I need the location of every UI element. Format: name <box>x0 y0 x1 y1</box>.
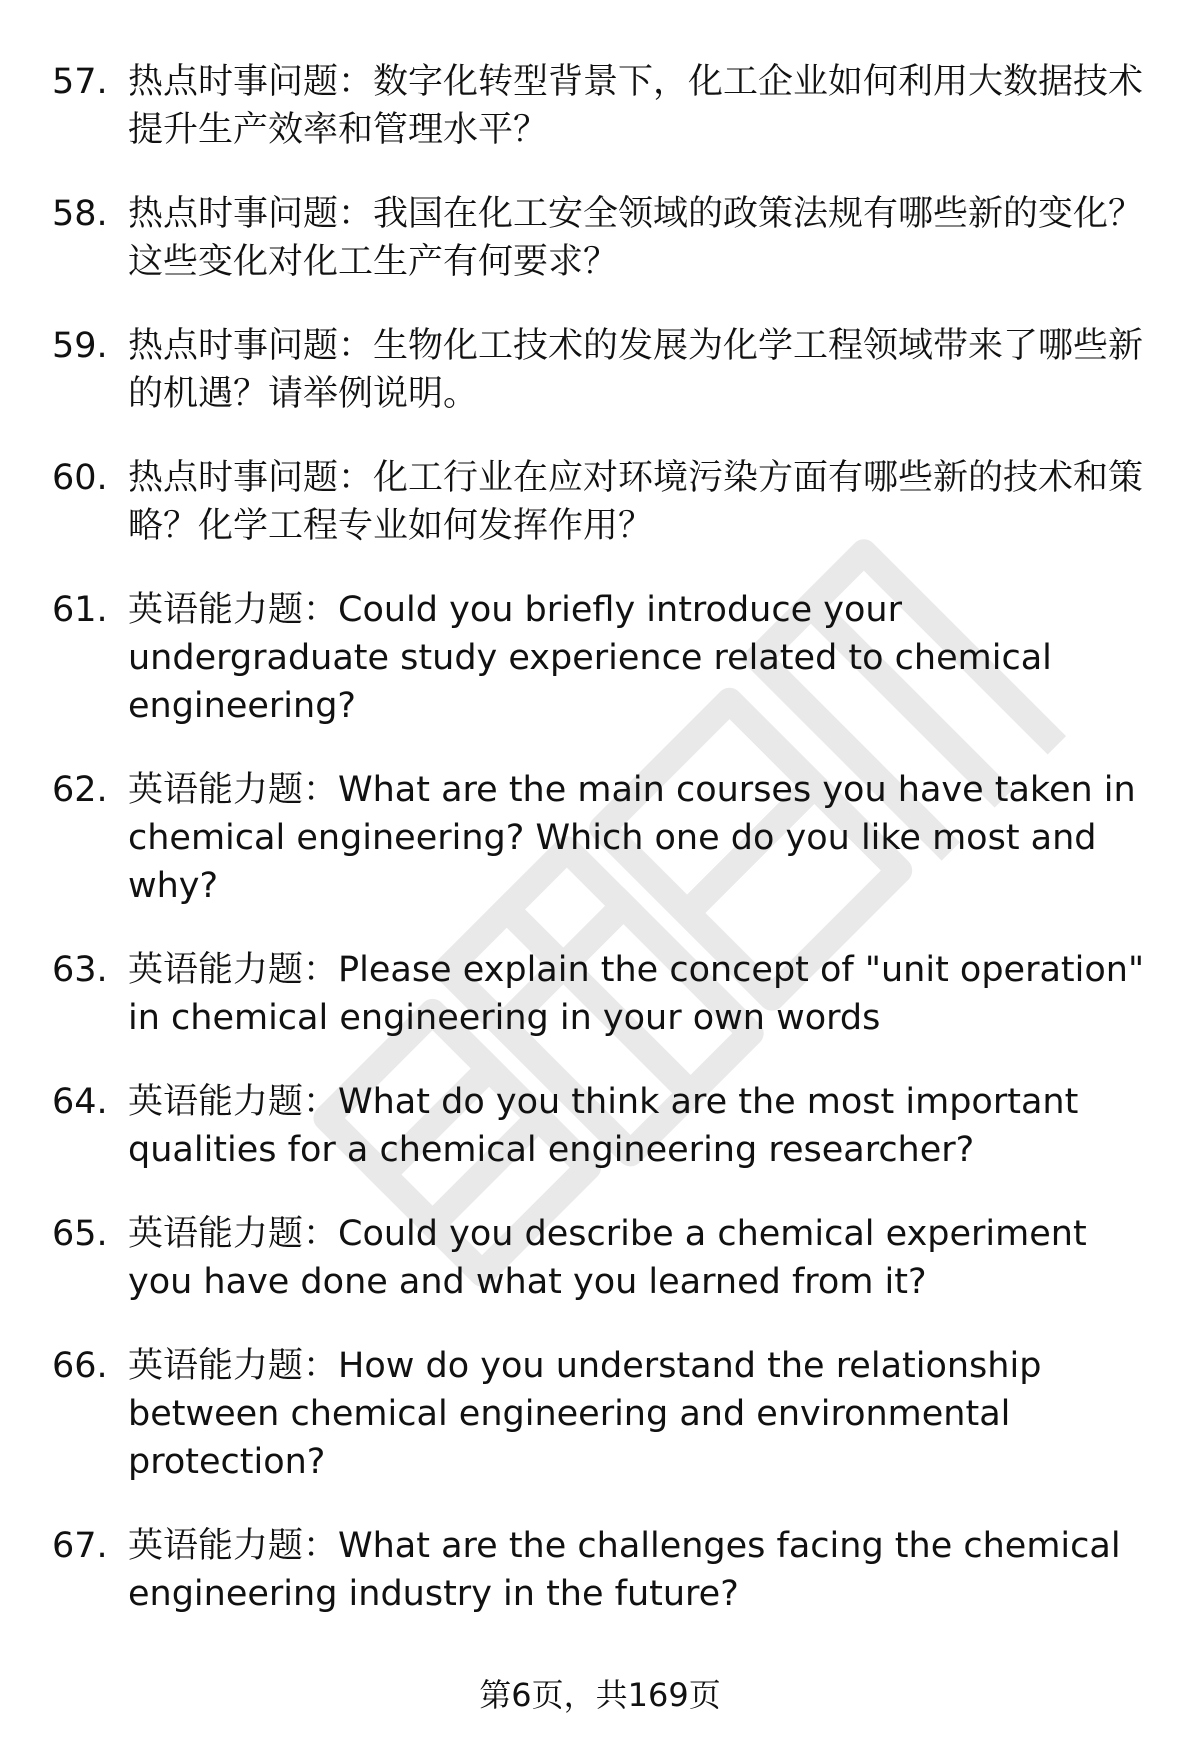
question-text: 我国在化工安全领域的政策法规有哪些新的变化？这些变化对化工生产有何要求？ <box>128 194 1144 282</box>
question-text: 数字化转型背景下，化工企业如何利用大数据技术提升生产效率和管理水平？ <box>128 62 1144 150</box>
question-text: Could you briefly introduce your undergraduate study experience related to chemical engineering? <box>128 590 1052 726</box>
question-category: 热点时事问题： <box>128 326 374 366</box>
question-category: 热点时事问题： <box>128 194 374 234</box>
question-text: What are the main courses you have taken in chemical engineering? Which one do you like most and why? <box>128 770 1136 906</box>
question-number: 60. <box>52 458 108 498</box>
question-number: 64. <box>52 1082 108 1122</box>
question-text: What do you think are the most important qualities for a chemical engineering researcher? <box>128 1082 1079 1170</box>
question-item <box>52 946 1152 1042</box>
question-category: 热点时事问题： <box>128 62 374 102</box>
question-number: 61. <box>52 590 108 630</box>
question-text: 生物化工技术的发展为化学工程领域带来了哪些新的机遇？请举例说明。 <box>128 326 1144 414</box>
question-number: 59. <box>52 326 108 366</box>
question-text: Please explain the concept of "unit operation" in chemical engineering in your own words <box>128 950 1145 1038</box>
question-item <box>52 454 1152 550</box>
question-number: 66. <box>52 1346 108 1386</box>
question-item <box>52 1522 1152 1618</box>
question-item <box>52 766 1152 910</box>
question-text: Could you describe a chemical experiment you have done and what you learned from it? <box>128 1214 1087 1302</box>
question-category: 英语能力题： <box>128 770 339 810</box>
question-text: 化工行业在应对环境污染方面有哪些新的技术和策略？化学工程专业如何发挥作用？ <box>128 458 1144 546</box>
question-category: 英语能力题： <box>128 590 339 630</box>
question-item <box>52 190 1152 286</box>
question-category: 英语能力题： <box>128 1214 339 1254</box>
page-number-footer: 第6页，共169页 <box>479 1676 721 1714</box>
question-number: 58. <box>52 194 108 234</box>
question-category: 热点时事问题： <box>128 458 374 498</box>
question-number: 57. <box>52 62 108 102</box>
question-list <box>52 58 1152 1654</box>
question-item <box>52 58 1152 154</box>
question-text: How do you understand the relationship between chemical engineering and environmental protection? <box>128 1346 1042 1482</box>
question-item <box>52 1078 1152 1174</box>
question-item <box>52 586 1152 730</box>
question-number: 67. <box>52 1526 108 1566</box>
question-category: 英语能力题： <box>128 1346 339 1386</box>
question-text: What are the challenges facing the chemical engineering industry in the future? <box>128 1526 1121 1614</box>
question-number: 62. <box>52 770 108 810</box>
question-item <box>52 1342 1152 1486</box>
question-item <box>52 322 1152 418</box>
question-category: 英语能力题： <box>128 950 339 990</box>
question-item <box>52 1210 1152 1306</box>
question-number: 65. <box>52 1214 108 1254</box>
question-category: 英语能力题： <box>128 1082 339 1122</box>
question-category: 英语能力题： <box>128 1526 339 1566</box>
question-number: 63. <box>52 950 108 990</box>
